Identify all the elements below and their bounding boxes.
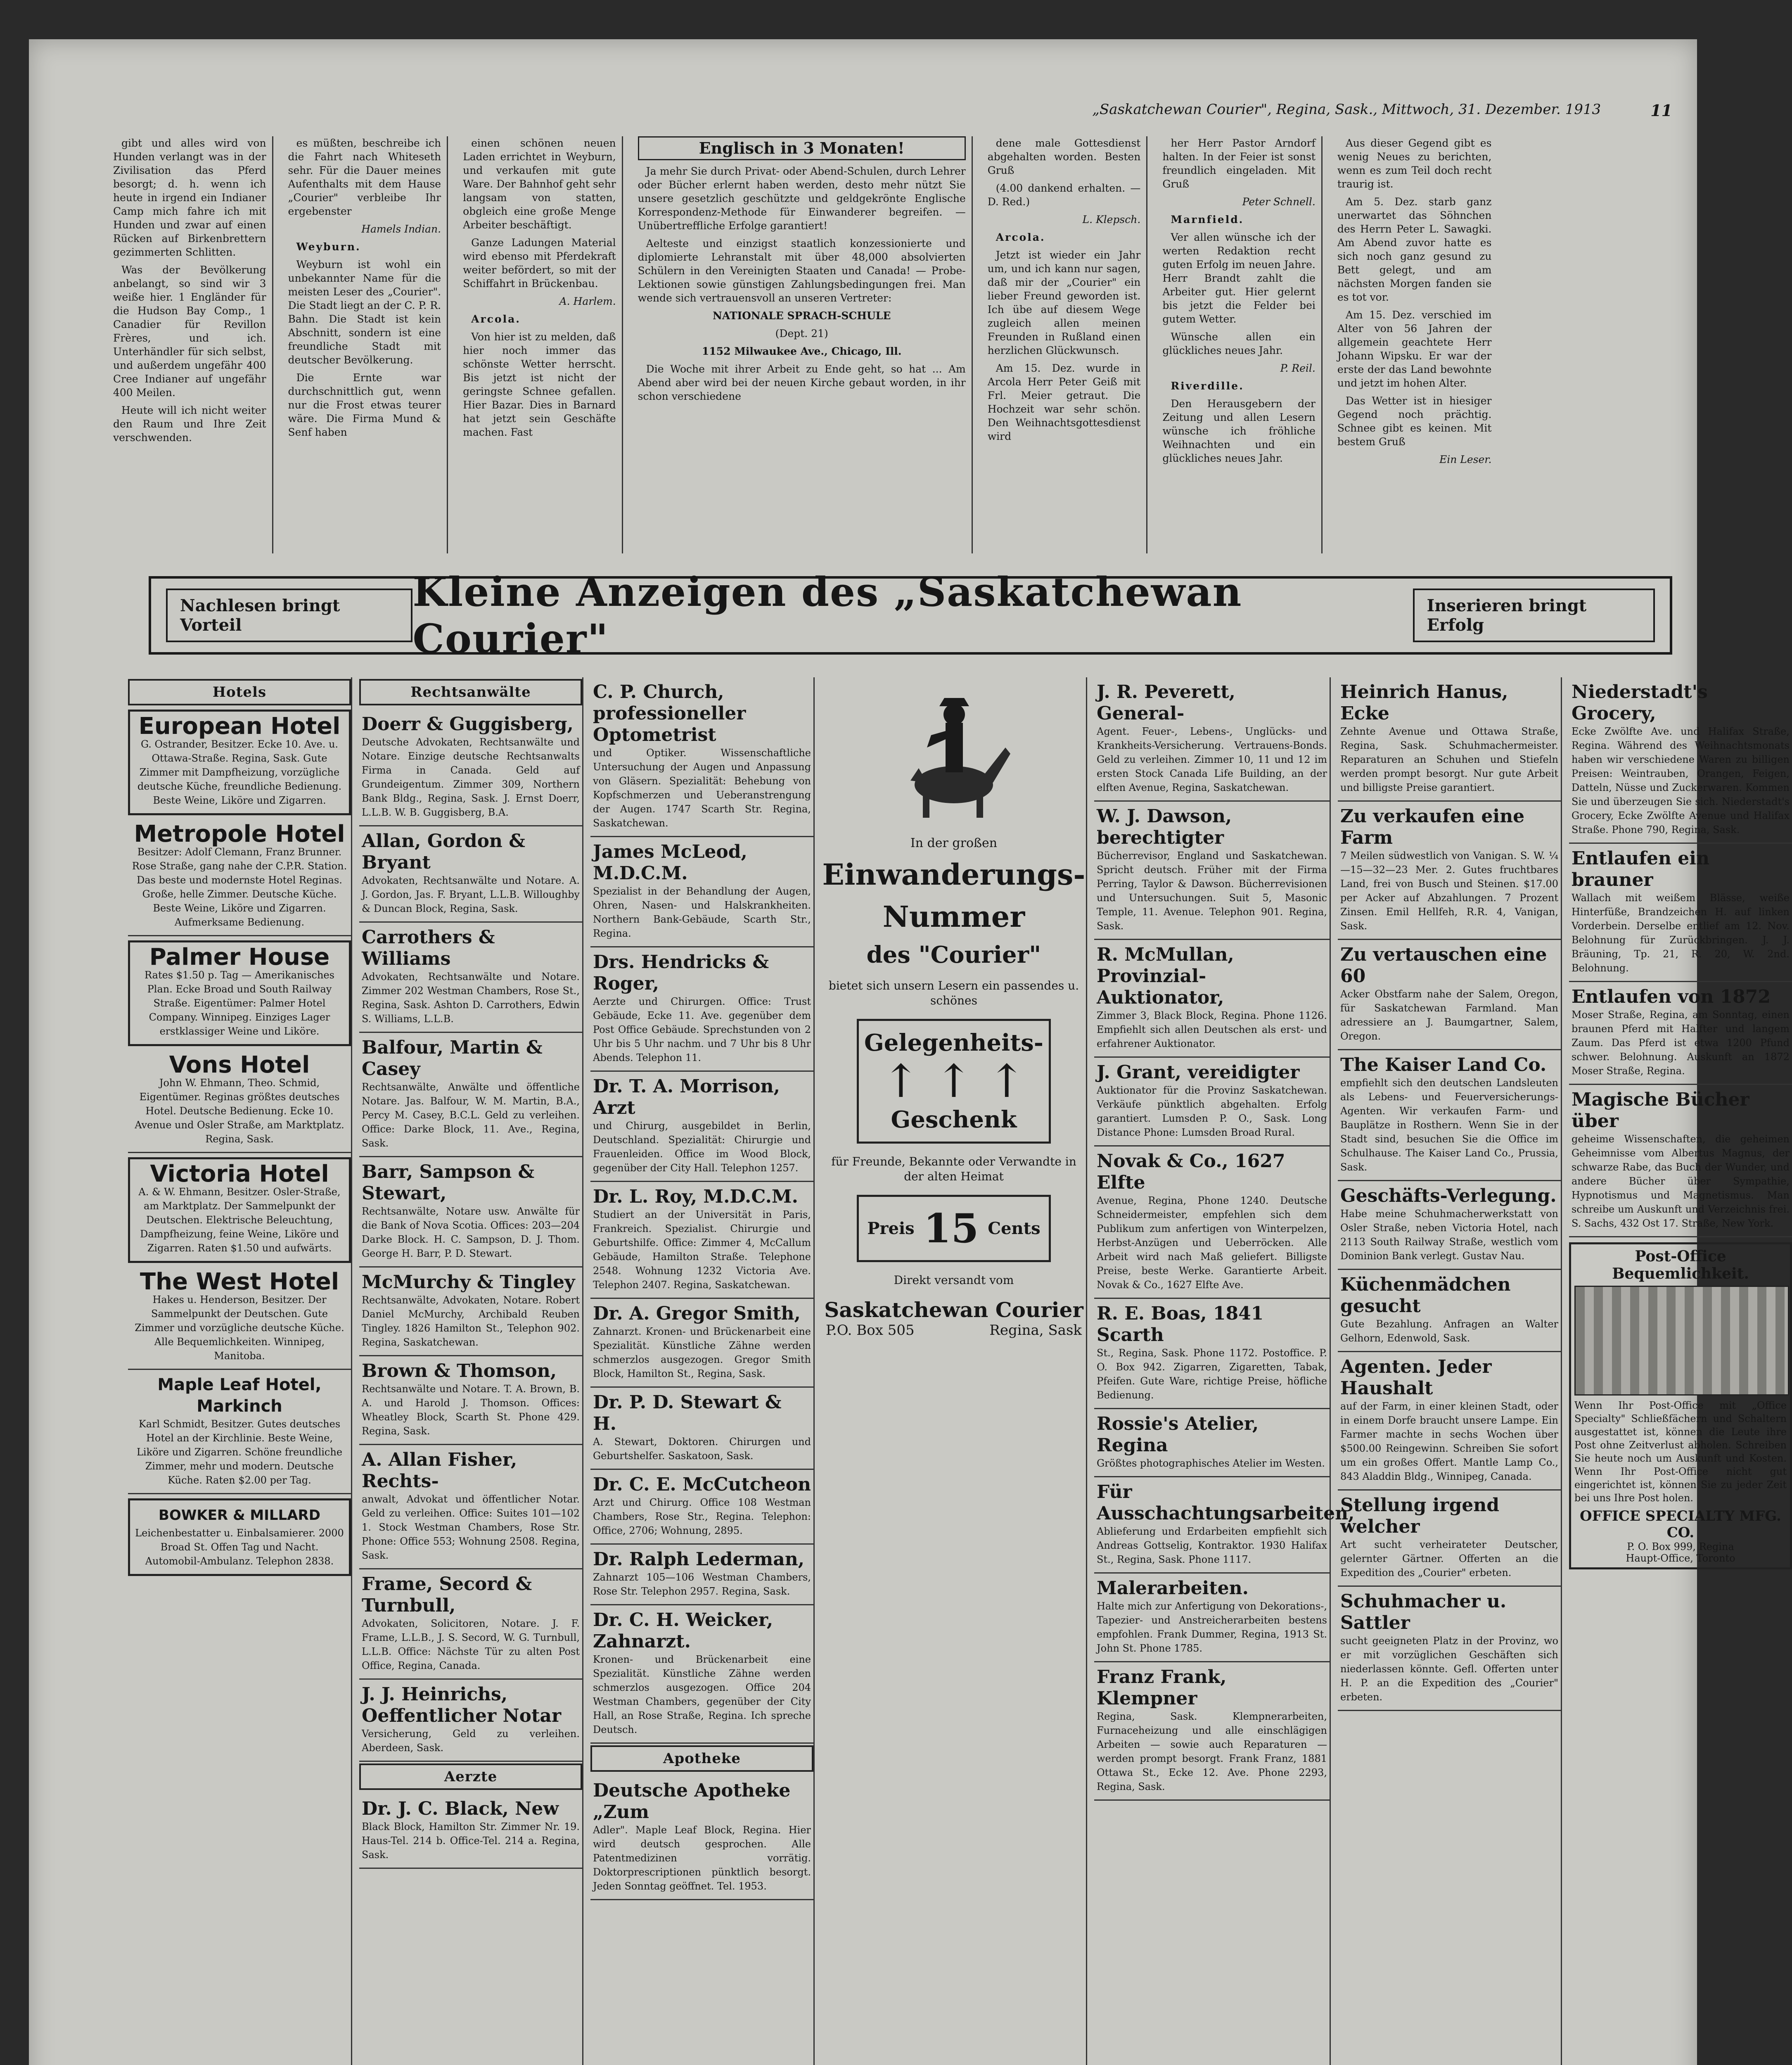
article-paragraph: Ver allen wünsche ich der werten Redaktion recht guten Erfolg im neuen Jahre. Herr Brandt zahlt die Arbeiter gut. Hier gelernt bis jetzt die Felder bei gutem Wetter. [1162,231,1316,325]
ad-body: John W. Ehmann, Theo. Schmid, Eigentümer. Reginas größtes deutsches Hotel. Deutsche Bedienung. Ecke 10. Avenue und Osler Straße, am Marktplatz. Regina, Sask. [135,1077,344,1145]
article-dateline: Arcola. [996,231,1045,243]
ad-body: Rechtsanwälte, Anwälte und öffentliche Notare. Jas. Balfour, W. M. Martin, B.A., Percy M. Casey, B.C.L. Geld zu verleihen. Office: Darke Block, 11. Ave., Regina, Sask. [362,1081,580,1149]
ad-body: Black Block, Hamilton Str. Zimmer Nr. 19. Haus-Tel. 214 b. Office-Tel. 214 a. Regina, Sask. [362,1821,580,1861]
article-signature: L. Klepsch. [1082,214,1141,225]
ad-body: Zimmer 3, Black Block, Regina. Phone 1126. Empfiehlt sich allen Deutschen als erst- und erfahrener Auktionator. [1097,1010,1327,1049]
ad-body: Ablieferung und Erdarbeiten empfiehlt sich Andreas Gottselig, Kontraktor. 1930 Halifax St., Regina, Sask. Phone 1117. [1097,1526,1327,1565]
ad-body: Besitzer: Adolf Clemann, Franz Brunner. Rose Straße, gang nahe der C.P.R. Station. Das beste und modernste Hotel Reginas. Große, helle Zimmer. Deutsche Küche. Beste Weine, Liköre und Zigarren. Aufmerksame Bedienung. [132,846,347,928]
ad-body: Habe meine Schuhmacherwerkstatt von Osler Straße, neben Victoria Hotel, nach 2113 South Railway Straße, westlich vom Dominion Bank verlegt. Gustav Nau. [1340,1208,1558,1262]
doctor-ad [590,1470,813,1545]
ad-name: McMurchy & Tingley [362,1272,575,1293]
doctor-ad [590,1072,813,1182]
ad-body: Gute Bezahlung. Anfragen an Walter Gelhorn, Edenwold, Sask. [1340,1318,1558,1344]
article-paragraph: einen schönen neuen Laden errichtet in Weyburn, und verkaufen mit gute Ware. Der Bahnhof geht sehr langsam von statten, obgleich eine große Menge Arbeiter beschäftigt. [463,137,616,231]
ad-name: Frame, Secord & Turnbull, [362,1574,532,1616]
business-ad [1338,677,1561,802]
ad-body: Studiert an der Universität in Paris, Frankreich. Spezialist. Chirurgie und Geburtshilfe. Office: Zimmer 4, McCallum Gebäude, Hamilton Straße. Telephone 2548. Wohnung 1232 Victoria Ave. Telephon 2407. Regina, Saskatchewan. [593,1209,811,1291]
ad-body: Ecke Zwölfte Ave. und Halifax Straße, Regina. Während des Weihnachtsmonats haben wir verschiedene Waren zu billigen Preisen: Weintrauben, Orangen, Feigen, Datteln, Nüsse und Zuckerwaren. Kommen Sie und überzeugen Sie sich. Niederstadt's Grocery, Ecke Zwölfte Avenue und Halifax Straße. Phone 790, Regina, Sask. [1572,726,1790,835]
company-headquarters: Haupt-Office, Toronto [1626,1552,1735,1564]
ad-body: Advokaten, Solicitoren, Notare. J. F. Frame, L.L.B., J. S. Secord, W. G. Turnbull, L.L.B. Office: Nächste Tür zu alten Post Office, Regina, Canada. [362,1618,580,1671]
section-heading: Hotels [128,679,351,705]
doctor-ad [359,1794,582,1869]
english-course-ad [632,136,973,553]
ad-name: Entlaufen von 1872 [1572,986,1771,1007]
business-ad [1094,1146,1330,1299]
ad-body: Kronen- und Brückenarbeit eine Spezialität. Künstliche Zähne werden schmerzlos ausgezogen. Office 204 Westman Chambers, gegenüber der City Hall, an Rose Straße, Regina. Ich spreche Deutsch. [593,1654,811,1735]
ad-body: A. Stewart, Doktoren. Chirurgen und Geburtshelfer. Saskatoon, Sask. [593,1436,811,1462]
ad-name: W. J. Dawson, berechtigter [1097,806,1232,848]
section-heading: Aerzte [359,1764,582,1790]
ad-body: Rechtsanwälte, Advokaten, Notare. Robert Daniel McMurchy, Archibald Reuben Tingley. 1826 Hamilton St., Telephon 902. Regina, Saskatchewan. [362,1294,580,1348]
promo-title-2: Nummer [882,900,1025,934]
lost-horse-ad [1569,844,1792,982]
doctor-ad [590,1182,813,1299]
farm-trade-ad [1338,940,1561,1050]
article-signature: Hamels Indian. [361,223,441,235]
ad-name: Metropole Hotel [134,821,345,847]
business-ad [1094,1058,1330,1146]
hotel-ad [128,710,351,815]
news-columns [107,136,1672,553]
ad-body: Regina, Sask. Klempnerarbeiten, Furnaceheizung und alle einschlägigen Arbeiten — sowie auch Reparaturen — werden prompt besorgt. Frank Franz, 1881 Ottawa St., Ecke 12. Ave. Phone 2293, Regina, Sask. [1097,1711,1327,1792]
article-signature: Ein Leser. [1439,453,1492,465]
doctor-ad [590,837,813,947]
ad-body: Advokaten, Rechtsanwälte und Notare. A. J. Gordon, Jas. F. Bryant, L.L.B. Willoughby & Duncan Block, Regina, Sask. [362,875,580,914]
ad-name: Vons Hotel [169,1051,310,1078]
article-paragraph: Ganze Ladungen Material wird ebenso mit Pferdekraft weiter befördert, so mit der Schiffahrt in Brückenbau. [463,237,616,290]
ad-body: Wallach mit weißem Blässe, weiße Hinterfüße, Brandzeichen H. auf linken Vorderbein. Derselbe entlief am 12. Nov. Belohnung für Zurückbringen. J. J. Bräuning, Tp. 21, R. 20, W. 2nd. Belohnung. [1572,892,1790,974]
ad-name: Küchenmädchen gesucht [1340,1274,1511,1317]
article-dateline: Marnfield. [1171,214,1244,225]
page-header [78,101,1672,122]
ad-body: Karl Schmidt, Besitzer. Gutes deutsches Hotel an der Kirchlinie. Beste Weine, Liköre und Zigarren. Schöne freundliche Zimmer, mehr und modern. Deutsche Küche. Raten $2.00 per Tag. [136,1418,343,1486]
article-paragraph: Am 15. Dez. verschied im Alter von 56 Jahren der allgemein geachtete Herr Johann Wipsku. Er war der erste der das Land bewohnte und jetzt im hohen Alter. [1337,309,1492,389]
school-name: NATIONALE SPRACH-SCHULE [712,310,891,322]
page-number: 11 [1650,101,1672,120]
ad-name: R. E. Boas, 1841 Scarth [1097,1303,1264,1346]
business-ad [1094,1477,1355,1574]
ad-name: Allan, Gordon & Bryant [362,831,525,873]
article-dateline: Riverdille. [1171,380,1244,392]
section-heading: Rechtsanwälte [359,679,582,705]
article-paragraph: Jetzt ist wieder ein Jahr um, und ich kann nur sagen, daß mir der „Courier" ein lieber Freund geworden ist. Ich übe auf diesem Wege zugleich allen meinen Freunden in Rußland einen herzlichen Glückwunsch. [987,249,1141,356]
promo-title-1: Einwanderungs- [822,857,1086,892]
ad-body: Acker Obstfarm nahe der Salem, Oregon, für Saskatchewan Farmland. Man adressiere an J. Baumgartner, Salem, Oregon. [1340,988,1558,1042]
po-box: P.O. Box 505 [826,1322,915,1339]
business-ad [1094,677,1330,802]
article-paragraph: Von hier ist zu melden, daß hier noch immer das schönste Wetter herrscht. Bis jetzt ist nicht der geringste Schnee gefallen. Hier Bazar. Dies in Barnard hat jetzt sein Geschäfte machen. Fast [463,331,616,438]
ad-name: Deutsche Apotheke „Zum [593,1780,791,1823]
ad-name: Magische Bücher über [1572,1089,1749,1132]
ad-name: C. P. Church, professioneller Optometrist [593,681,746,745]
promo-offer: bietet sich unsern Lesern ein passendes u. schönes [828,979,1079,1007]
ad-name: European Hotel [138,713,341,740]
lost-horse-ad [1569,982,1792,1085]
ad-body: Bücherrevisor, England und Saskatchewan. Spricht deutsch. Früher mit der Firma Perring, Taylor & Dawson. Bücherrevisionen und Untersuchungen. Suit 5, Masonic Temple, 11. Avenue. Telephon 901. Regina, Sask. [1097,850,1327,932]
banner-left-label: Nachlesen bringt Vorteil [166,589,412,642]
arrows-icon: ↑ ↑ ↑ [882,1055,1026,1108]
lawyer-ad [359,826,582,923]
article-paragraph: Den Herausgebern der Zeitung und allen Lesern wünsche ich fröhliche Weihnachten und ein glückliches neues Jahr. [1162,398,1316,464]
doctor-ad [590,1388,813,1470]
banner-right-label: Inserieren bringt Erfolg [1413,589,1655,642]
ad-name: Balfour, Martin & Casey [362,1037,543,1080]
publisher-name: Saskatchewan Courier [824,1298,1083,1322]
ad-body: Rates $1.50 p. Tag — Amerikanisches Plan. Ecke Broad und South Railway Straße. Eigentümer: Palmer Hotel Company. Winnipeg. Einziges Lager erstklassiger Weine und Liköre. [145,969,334,1037]
ad-body: und Optiker. Wissenschaftliche Untersuchung der Augen und Anpassung von Gläsern. Spezialität: Behebung von Kopfschmerzen und Ueberanstrengung der Augen. 1747 Scarth Str. Regina, Saskatchewan. [593,747,811,829]
price-label: Preis [867,1219,915,1238]
business-ad [1338,1181,1561,1270]
ad-body: A. & W. Ehmann, Besitzer. Osler-Straße, am Marktplatz. Der Sammelpunkt der Deutschen. Elektrische Beleuchtung, Dampfheizung, feine Weine, Liköre und Zigarren. Raten $1.50 und aufwärts. [138,1186,341,1254]
ad-body: Rechtsanwälte, Notare usw. Anwälte für die Bank of Nova Scotia. Offices: 203—204 Darke Block. H. C. Sampson, D. J. Thom. George H. Barr, P. D. Stewart. [362,1206,580,1259]
article-paragraph: Weyburn ist wohl ein unbekannter Name für die meisten Leser des „Courier". Die Stadt liegt an der C. P. R. Bahn. Die Stadt ist kein Abschnitt, sondern ist eine freundliche Stadt mit deutscher Bevölkerung. [288,259,441,366]
ad-name: Franz Frank, Klempner [1097,1666,1227,1709]
ad-body: und Chirurg, ausgebildet in Berlin, Deutschland. Spezialität: Chirurgie und Frauenleiden. Office im Wood Block, gegenüber der City Hall. Telephon 1257. [593,1120,811,1174]
farm-sale-ad [1338,802,1561,940]
doctor-ad [590,677,813,837]
ad-name: Palmer House [149,944,330,971]
business-column-1 [1094,677,1355,2065]
job-ad [1338,1491,1561,1587]
ad-name: Agenten. Jeder Haushalt [1340,1356,1492,1399]
ad-name: Zu verkaufen eine Farm [1340,806,1525,848]
article-signature: A. Harlem. [559,295,616,307]
ad-paragraph: Aelteste und einzigst staatlich konzessionierte und diplomierte Lehranstalt mit über 48,000 absolvierten Schülern in den Vereinigten Staaten und Canada! — Probe-Lektionen sowie günstigen Zahlungsbedingungen frei. Man wende sich vertrauensvoll an unseren Vertreter: [638,237,966,304]
ad-name: Dr. T. A. Morrison, Arzt [593,1076,780,1118]
ad-name: Malerarbeiten. [1097,1578,1249,1599]
classified-banner [149,569,1672,662]
ad-body: geheime Wissenschaften, die geheimen Geheimnisse vom Albertus Magnus, der schwarze Rabe, das Buch der Wunder, und andere Bücher über Sympathie, Hypnotismus und Magnetismus. Man schreibe um Auskunft und Verzeichnis frei. S. Sachs, 432 Ost 17. Straße, New York. [1572,1133,1790,1229]
ad-body: Spezialist in der Behandlung der Augen, Ohren, Nasen- und Halskrankheiten. Northern Bank-Gebäude, Scarth Str., Regina. [593,885,811,939]
lawyer-ad [359,1157,582,1267]
lawyer-ad [359,710,582,826]
ad-name: Dr. L. Roy, M.D.C.M. [593,1186,798,1207]
post-office-cabinet-image [1574,1286,1789,1396]
article-dateline: Arcola. [471,313,521,325]
lawyer-ad [359,1569,582,1680]
ad-body: Zahnarzt. Kronen- und Brückenarbeit eine Spezialität. Künstliche Zähne werden schmerzlos ausgezogen. Gregor Smith Block, Hamilton St., Regina, Sask. [593,1326,811,1379]
dentist-ad [590,1545,813,1605]
ad-name: Dr. C. E. McCutcheon [593,1474,811,1495]
ad-body: Adler". Maple Leaf Block, Regina. Hier wird deutsch gesprochen. Alle Patentmedizinen vorrätig. Doktorprescriptionen pünktlich besorgt. Jeden Sonntag geöffnet. Tel. 1953. [593,1824,811,1892]
ad-body: Leichenbestatter u. Einbalsamierer. 2000 Broad St. Offen Tag und Nacht. Automobil-Ambulanz. Telephon 2838. [135,1527,344,1567]
hotel-ad [128,1267,351,1370]
ad-body: St., Regina, Sask. Phone 1172. Postoffice. P. O. Box 942. Zigarren, Zigaretten, Tabak, Pfeifen. Gute Ware, richtige Preise, höfliche Bedienung. [1097,1347,1327,1401]
article-signature: Peter Schnell. [1242,196,1316,208]
ad-body: Avenue, Regina, Phone 1240. Deutsche Schneidermeister, empfehlen sich dem Publikum zum anfertigen von Winterpelzen, Herbst-Anzügen und Ueberröcken. Alle Arbeit wird nach Maß geliefert. Billigste Preise, beste Werke. Garantierte Arbeit. Novak & Co., 1627 Elfte Ave. [1097,1195,1327,1291]
lawyers-column [359,677,583,2065]
courier-promo [822,677,1087,2065]
ad-name: Novak & Co., 1627 Elfte [1097,1151,1285,1193]
article-paragraph: gibt und alles wird von Hunden verlangt was in der Zivilisation das Pferd besorgt; d. h. wenn ich heute in irgend ein Indianer Camp mich fahre ich mit Hunden und zwar auf einen Rücken auf Birkenbrettern gezimmerten Schlitten. [113,137,266,258]
job-ad [1338,1352,1561,1491]
ad-name: R. McMullan, Provinzial-Auktionator, [1097,944,1234,1008]
article-paragraph: Am 5. Dez. starb ganz unerwartet das Söhnchen des Herrn Peter L. Sawagki. Am Abend zuvor hatte es sich noch ganz gesund zu Bett gelegt, und am nächsten Morgen fanden sie es tot vor. [1337,196,1492,303]
ad-name: Doerr & Guggisberg, [362,714,574,735]
grocery-ad [1569,677,1792,844]
ad-body: sucht geeigneten Platz in der Provinz, wo er mit vorzüglichen Geschäften sich niederlassen könnte. Gefl. Offerten unter H. P. an die Expedition des „Courier" erbeten. [1340,1635,1558,1703]
ad-name: J. Grant, vereidigter [1097,1062,1300,1083]
business-ad [1094,1574,1330,1662]
business-column-3 [1569,677,1792,2065]
ad-headline: Englisch in 3 Monaten! [638,136,966,160]
ad-name: Geschäfts-Verlegung. [1340,1185,1557,1206]
publisher-city: Regina, Sask [989,1322,1082,1339]
ad-name: Barr, Sampson & Stewart, [362,1161,535,1204]
article-paragraph: Wünsche allen ein glückliches neues Jahr. [1162,331,1316,356]
article-paragraph: Die Ernte war durchschnittlich gut, wenn nur die Frost etwas teurer wäre. Die Firma Mund & Senf haben [288,372,441,438]
ad-body: anwalt, Advokat und öffentlicher Notar. Geld zu verleihen. Office: Suites 101—102 1. Stock Westman Chambers, Rose Str. Phone: Office 553; Wohnung 2508. Regina, Sask. [362,1493,580,1561]
business-ad [1094,1409,1330,1477]
ad-body: Arzt und Chirurg. Office 108 Westman Chambers, Rose Str., Regina. Telephon: Office, 2706; Wohnung, 2895. [593,1497,811,1536]
hotel-ad [128,819,351,936]
post-office-ad [1569,1242,1792,1569]
notary-ad [359,1680,582,1762]
ad-name: Dr. J. C. Black, New [362,1798,559,1819]
ad-name: Brown & Thomson, [362,1360,557,1381]
job-ad [1338,1270,1561,1352]
publisher-address [822,1322,1086,1339]
ad-name: Dr. C. H. Weicker, Zahnarzt. [593,1609,773,1652]
article-paragraph: Heute will ich nicht weiter den Raum und Ihre Zeit verschwenden. [113,404,266,444]
hotel-ad [128,1370,351,1494]
ad-name: Rossie's Atelier, Regina [1097,1413,1259,1456]
ad-body: auf der Farm, in einer kleinen Stadt, oder in einem Dorfe braucht unsere Lampe. Ein Farmer machte in sechs Wochen über $500.00 Reingewinn. Schreiben Sie sofort um ein großes Offert. Mantle Lamp Co., 843 Aladdin Bldg., Winnipeg, Canada. [1340,1400,1558,1482]
ad-name: The West Hotel [140,1268,339,1295]
ad-name: Dr. A. Gregor Smith, [593,1303,801,1324]
lawyer-ad [359,1267,582,1356]
ad-name: Dr. P. D. Stewart & H. [593,1392,782,1434]
horse-rider-illustration [894,686,1014,822]
company-name: OFFICE SPECIALTY MFG. CO. [1580,1508,1781,1541]
article-paragraph: Die Woche mit ihrer Arbeit zu Ende geht, so hat ... Am Abend aber wird bei der neuen Kirche gebaut worden, in ihr schon verschiedene [638,363,966,402]
classified-ads [128,677,1790,2065]
article-column-6 [1157,136,1323,553]
hotel-ad [128,1050,351,1153]
ad-name: Niederstadt's Grocery, [1572,681,1708,724]
article-column-5 [982,136,1148,553]
hotel-ad [128,1157,351,1263]
ad-body: Hakes u. Henderson, Besitzer. Der Sammelpunkt der Deutschen. Gute Zimmer und vorzügliche deutsche Küche. Alle Bequemlichkeiten. Winnipeg, Manitoba. [135,1294,344,1362]
article-column-3 [457,136,623,553]
ad-name: BOWKER & MILLARD [159,1507,320,1524]
ad-name: Entlaufen ein brauner [1572,848,1709,890]
promo-note: für Freunde, Bekannte oder Verwandte in der alten Heimat [831,1155,1076,1183]
ad-body: Agent. Feuer-, Lebens-, Unglücks- und Krankheits-Versicherung. Vertrauens-Bonds. Geld zu verleihen. Zimmer 10, 11 und 12 im ersten Stock Canada Life Building, an der elften Avenue, Regina, Saskatchewan. [1097,726,1327,793]
school-dept: (Dept. 21) [775,328,828,339]
ad-paragraph: Ja mehr Sie durch Privat- oder Abend-Schulen, durch Lehrer oder Bücher erlernt haben werden, desto mehr nützt Sie unsere gesetzlich geschützte und geldgekrönte Englische Korrespondenz-Methode für Einwanderer begreifen. — Unübertreffliche Erfolge garantiert! [638,165,966,232]
ad-name: Maple Leaf Hotel, Markinch [157,1375,322,1416]
ad-name: Heinrich Hanus, Ecke [1340,681,1508,724]
ad-body: Größtes photographisches Atelier im Westen. [1097,1457,1325,1469]
article-paragraph: Aus dieser Gegend gibt es wenig Neues zu berichten, wenn es zum Teil doch recht traurig ist. [1337,137,1492,190]
banner-title: Kleine Anzeigen des „Saskatchewan Courier" [412,569,1242,662]
pharmacy-ad [590,1776,813,1900]
article-paragraph: Was der Bevölkerung anbelangt, so sind wir 3 weiße hier. 1 Engländer für die Hudson Bay Comp., 1 Canadier für Revillon Frères, und ich. Unterhändler für sich selbst, und außerdem ungefähr 400 Cree Indianer auf ungefähr 400 Meilen. [113,264,266,399]
business-ad [1094,1299,1330,1409]
masthead-line: „Saskatchewan Courier", Regina, Sask., Mittwoch, 31. Dezember. 1913 [1092,101,1601,118]
ad-name: Carrothers & Williams [362,927,495,969]
ad-body: Auktionator für die Provinz Saskatchewan. Verkäufe pünktlich abgehalten. Erfolg garantiert. Lumsden P. O., Sask. Long Distance Phone: Lumsden Broad Rural. [1097,1085,1327,1138]
ad-name: Schuhmacher u. Sattler [1340,1591,1507,1633]
business-column-2 [1338,677,1562,2065]
ad-body: Aerzte und Chirurgen. Office: Trust Gebäude, Ecke 11. Ave. gegenüber dem Post Office Gebäude. Sprechstunden von 2 Uhr bis 5 Uhr nachm. und 7 Uhr bis 8 Uhr Abends. Telephon 11. [593,996,811,1063]
ad-body: Rechtsanwälte und Notare. T. A. Brown, B. A. und Harold J. Thomson. Offices: Wheatley Block, Scarth St. Phone 429. Regina, Sask. [362,1383,580,1437]
ad-name: Victoria Hotel [150,1161,329,1187]
ad-name: James McLeod, M.D.C.M. [593,841,747,884]
ad-body: 7 Meilen südwestlich von Vanigan. S. W. ¼—15—32—23 Mer. 2. Gutes fruchtbares Land, frei von Busch und Steinen. $17.00 per Acker auf Abzahlungen. 7 Prozent Zinsen. Emil Hellfeh, R.R. 4, Vanigan, Sask. [1340,850,1558,932]
lawyer-ad [359,1445,582,1569]
ad-body: G. Ostrander, Besitzer. Ecke 10. Ave. u. Ottawa-Straße. Regina, Sask. Gute Zimmer mit Dampfheizung, vorzügliche deutsche Küche, freundliche Bedienung. Beste Weine, Liköre und Zigarren. [137,738,342,806]
business-ad [1094,802,1330,940]
ad-name: A. Allan Fisher, Rechts- [362,1449,517,1492]
article-paragraph: Das Wetter ist in hiesiger Gegend noch prächtig. Schnee gibt es keinen. Mit bestem Gruß [1337,395,1492,448]
ad-name: J. R. Peverett, General- [1097,681,1235,724]
article-dateline: Weyburn. [296,241,361,253]
article-paragraph: Am 15. Dez. wurde in Arcola Herr Peter Geiß mit Frl. Meier getraut. Die Hochzeit war sehr schön. Den Weihnachtsgottesdienst wird [987,362,1141,442]
ad-body: Wenn Ihr Post-Office mit „Office Specialty" Schließfächern und Schaltern ausgestattet ist, können die Leute ihre Post ohne Zeitverlust abholen. Schreiben Sie heute noch um Auskunft und Kosten. Wenn Ihr Post-Office nicht gut eingerichtet ist, können Sie zu jeder Zeit bei uns Ihre Post holen. [1574,1400,1787,1504]
doctors-column [590,677,815,2065]
ad-body: Zahnarzt 105—106 Westman Chambers, Rose Str. Telephon 2957. Regina, Sask. [593,1571,811,1597]
article-column-7 [1332,136,1498,553]
ad-name: Post-Office Bequemlichkeit. [1612,1248,1749,1282]
price-box [857,1195,1051,1262]
lawyer-ad [359,1033,582,1157]
ad-name: Stellung irgend welcher [1340,1495,1499,1537]
shipping-note: Direkt versandt vom [894,1273,1014,1287]
job-ad [1338,1587,1561,1711]
gift-box [857,1019,1051,1144]
company-address: P. O. Box 999, Regina [1627,1541,1734,1552]
ad-body: Zehnte Avenue und Ottawa Straße, Regina, Sask. Schuhmachermeister. Reparaturen an Schuhen und Stiefeln werden prompt besorgt. Nur gute Arbeit und billigste Preise garantiert. [1340,726,1558,793]
article-paragraph: her Herr Pastor Arndorf halten. In der Feier ist sonst freundlich eingeladen. Mit Gruß [1162,137,1316,190]
hotels-column [128,677,352,2065]
books-ad [1569,1085,1792,1237]
business-ad [1338,1050,1561,1181]
ad-body: Deutsche Advokaten, Rechtsanwälte und Notare. Einzige deutsche Rechtsanwalts Firma in Canada. Geld auf Grundeigentum. Zimmer 309, Northern Bank Bldg., Regina, Sask. J. Ernst Doerr, L.L.B. W. B. Guggisberg, B.A. [362,736,580,818]
ad-body: Advokaten, Rechtsanwälte und Notare. Zimmer 202 Westman Chambers, Rose St., Regina, Sask. Ashton D. Carrothers, Edwin S. Williams, L.L.B. [362,971,580,1025]
ad-name: The Kaiser Land Co. [1340,1054,1547,1075]
article-paragraph: es müßten, beschreibe ich die Fahrt nach Whiteseth sehr. Für die Dauer meines Aufenthalts mit dem Hause „Courier" verbleibe Ihr ergebenster [288,137,441,217]
article-paragraph: dene male Gottesdienst abgehalten worden. Besten Gruß [987,137,1141,176]
ad-body: Versicherung, Geld zu verleihen. Aberdeen, Sask. [362,1728,580,1754]
price-unit: Cents [988,1219,1041,1238]
undertaker-ad [128,1498,351,1576]
article-paragraph: (4.00 dankend erhalten. — D. Red.) [987,182,1141,208]
school-address: 1152 Milwaukee Ave., Chicago, Ill. [702,345,902,357]
business-ad [1094,1662,1330,1801]
ad-name: Drs. Hendricks & Roger, [593,952,769,994]
lawyer-ad [359,923,582,1033]
newspaper-page [29,39,1790,2065]
ad-body: empfiehlt sich den deutschen Landsleuten als Lebens- und Feuerversicherungs-Agenten. Wir verkaufen Farm- und Bauplätze in Rosthern. Wenn Sie in der Stadt sind, besuchen Sie die Office im Schulhause. The Kaiser Land Co., Prussia, Sask. [1340,1077,1558,1173]
lawyer-ad [359,1356,582,1445]
article-column-1 [107,136,273,553]
ad-name: Für Ausschachtungsarbeiten, [1097,1481,1355,1524]
doctor-ad [590,947,813,1072]
promo-title-3: des "Courier" [866,941,1041,968]
dentist-ad [590,1299,813,1388]
ad-name: Zu vertauschen eine 60 [1340,944,1547,987]
article-signature: P. Reil. [1280,362,1316,374]
promo-intro: In der großen [910,836,998,850]
section-heading: Apotheke [590,1745,813,1772]
ad-name: Dr. Ralph Lederman, [593,1549,805,1570]
ad-body: Moser Straße, Regina, am Sonntag, einen braunen Pferd mit Halfter und langem Zaum. Das Pferd ist etwa 1200 Pfund schwer. Belohnung. Auskunft an 1872 Moser Straße, Regina. [1572,1009,1790,1077]
gift-title: Gelegenheits- [864,1029,1044,1056]
ad-body: Art sucht verheirateter Deutscher, gelernter Gärtner. Offerten an die Expedition des „Courier" erbeten. [1340,1539,1558,1578]
ad-body: Halte mich zur Anfertigung von Dekorations-, Tapezier- und Anstreicherarbeiten bestens empfohlen. Frank Dummer, Regina, 1913 St. John St. Phone 1785. [1097,1600,1327,1654]
article-column-2 [282,136,448,553]
ad-name: J. J. Heinrichs, Oeffentlicher Notar [362,1684,562,1726]
price-value: 15 [923,1205,979,1252]
dentist-ad [590,1605,813,1744]
gift-subtitle: Geschenk [891,1106,1017,1133]
business-ad [1094,940,1330,1058]
hotel-ad [128,940,351,1046]
